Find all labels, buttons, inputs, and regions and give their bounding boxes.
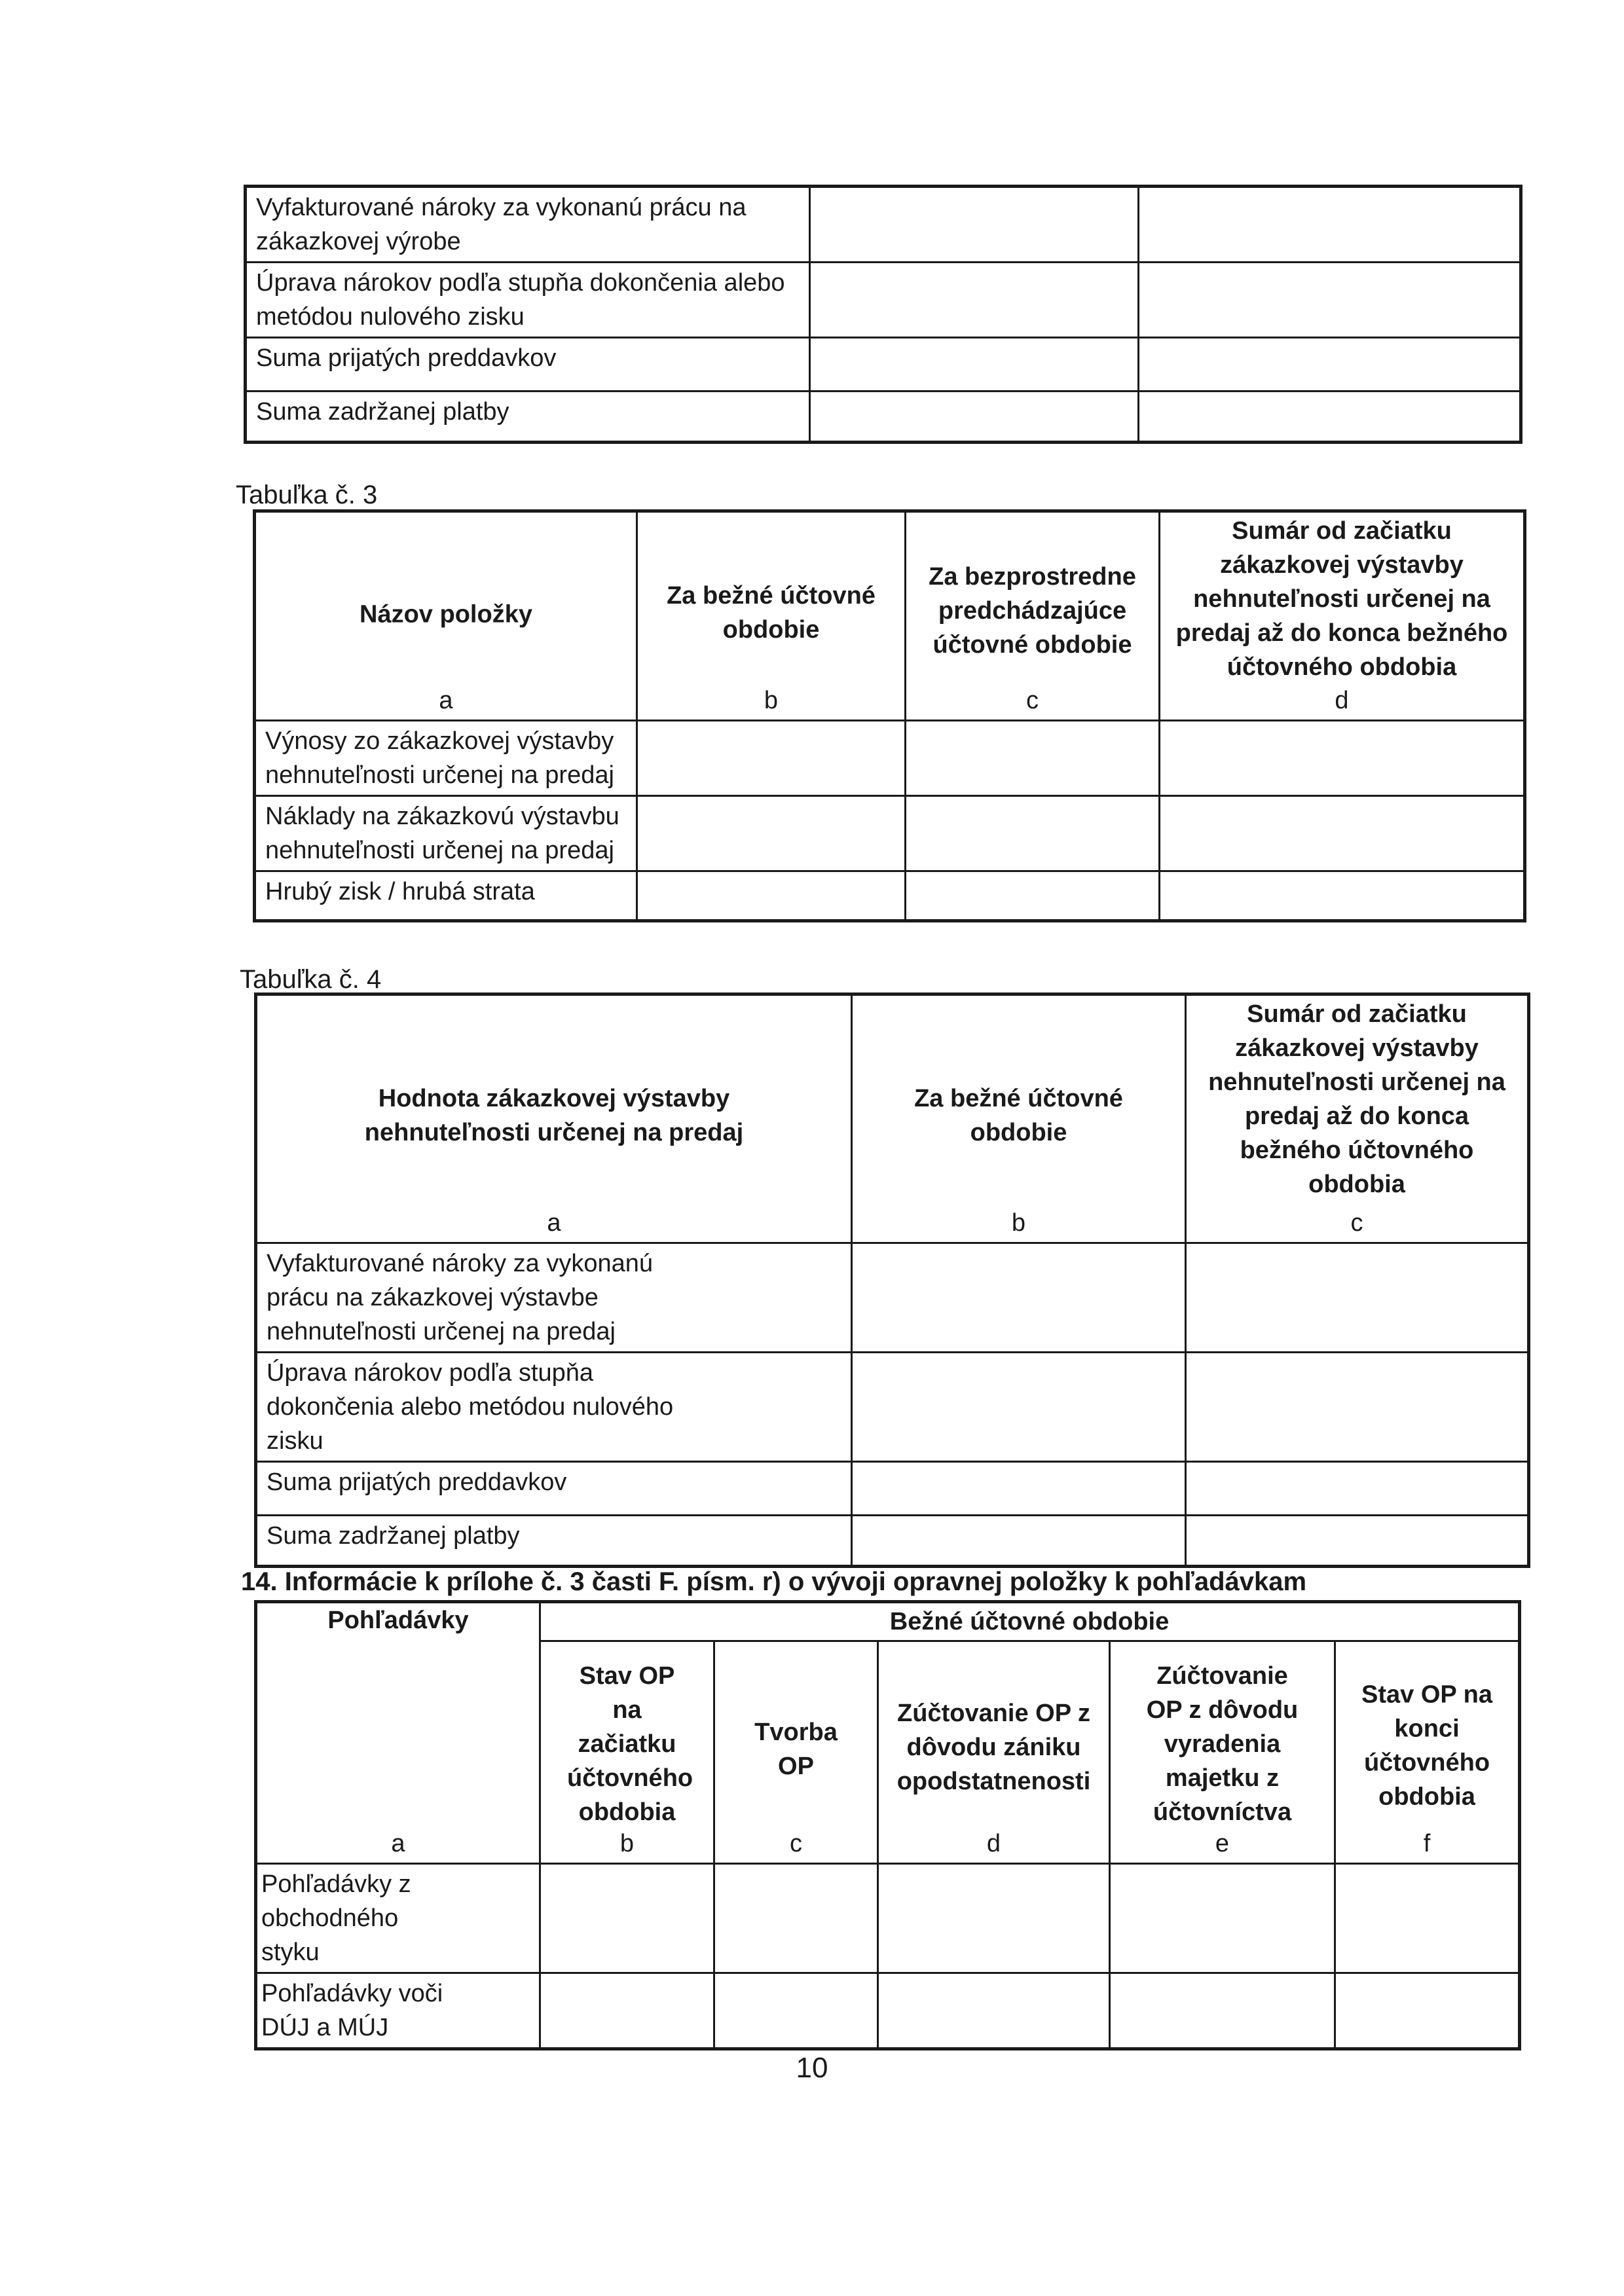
section14-header-a: Pohľadávky a — [256, 1602, 540, 1864]
table3-header-b: Za bežné účtovné obdobie b — [637, 511, 906, 721]
column-letter: a — [391, 1830, 405, 1857]
column-letter: d — [986, 1830, 1001, 1857]
table3-header-d: Sumár od začiatku zákazkovej výstavby nehnuteľnosti určenej na predaj až do konca bežného účtovného obdobia d — [1160, 511, 1525, 721]
table3-cell[interactable] — [637, 721, 906, 796]
table3-cell[interactable] — [1160, 721, 1525, 796]
table4 — [254, 993, 1527, 1568]
section14-header-c: Tvorba OP c — [714, 1641, 878, 1864]
section14-header-d: Zúčtovanie OP z dôvodu zániku opodstatnenosti d — [878, 1641, 1110, 1864]
table-top-cell[interactable] — [810, 263, 1139, 338]
column-letter: c — [1350, 1209, 1363, 1237]
table3-cell[interactable] — [906, 796, 1160, 871]
section14-cell[interactable] — [1110, 1973, 1335, 2049]
column-letter: b — [764, 687, 779, 714]
section14-row-label: Pohľadávky voči DÚJ a MÚJ — [256, 1973, 540, 2049]
column-letter: d — [1335, 687, 1349, 714]
table4-row-label: Suma zadržanej platby — [256, 1516, 852, 1567]
section14-header-e: Zúčtovanie OP z dôvodu vyradenia majetku z účtovníctva e — [1110, 1641, 1335, 1864]
table3-row-label: Hrubý zisk / hrubá strata — [255, 871, 637, 921]
table4-cell[interactable] — [852, 1462, 1186, 1516]
table-top-cell[interactable] — [1139, 392, 1521, 443]
section14-row-label: Pohľadávky z obchodného styku — [256, 1864, 540, 1973]
table-top-cell[interactable] — [1139, 187, 1521, 263]
table3-cell[interactable] — [1160, 796, 1525, 871]
table-top-row-label: Vyfakturované nároky za vykonanú prácu na zákazkovej výrobe — [246, 187, 810, 263]
table4-row-label: Vyfakturované nároky za vykonanú prácu na zákazkovej výstavbe nehnuteľnosti určenej na predaj — [256, 1243, 852, 1353]
column-letter: b — [1011, 1209, 1026, 1237]
section14-cell[interactable] — [714, 1864, 878, 1973]
section14-group-header: Bežné účtovné obdobie — [540, 1602, 1520, 1641]
table4-cell[interactable] — [852, 1353, 1186, 1462]
column-letter: b — [619, 1830, 635, 1857]
table3-header-c: Za bezprostredne predchádzajúce účtovné obdobie c — [906, 511, 1160, 721]
table3-caption: Tabuľka č. 3 — [236, 481, 378, 509]
table3-row-label: Výnosy zo zákazkovej výstavby nehnuteľnosti určenej na predaj — [255, 721, 637, 796]
table-top-cell[interactable] — [810, 392, 1139, 443]
section14-cell[interactable] — [1110, 1864, 1335, 1973]
table-top-row-label: Suma zadržanej platby — [246, 392, 810, 443]
column-letter: c — [790, 1830, 802, 1857]
table3 — [253, 509, 1523, 922]
table4-header-a: Hodnota zákazkovej výstavby nehnuteľnosti určenej na predaj a — [256, 994, 852, 1243]
section14-cell[interactable] — [878, 1973, 1110, 2049]
table-section-14 — [254, 1600, 1518, 2050]
section14-cell[interactable] — [878, 1864, 1110, 1973]
table-top-cell[interactable] — [810, 338, 1139, 392]
section14-cell[interactable] — [540, 1864, 714, 1973]
table3-cell[interactable] — [906, 871, 1160, 921]
table4-caption: Tabuľka č. 4 — [240, 965, 382, 994]
table-top-cell[interactable] — [1139, 263, 1521, 338]
section14-cell[interactable] — [714, 1973, 878, 2049]
table-top-row-label: Suma prijatých preddavkov — [246, 338, 810, 392]
table4-row-label: Úprava nárokov podľa stupňa dokončenia alebo metódou nulového zisku — [256, 1353, 852, 1462]
table4-cell[interactable] — [852, 1243, 1186, 1353]
page-number: 10 — [796, 2052, 828, 2084]
section14-cell[interactable] — [540, 1973, 714, 2049]
table4-row-label: Suma prijatých preddavkov — [256, 1462, 852, 1516]
table3-cell[interactable] — [637, 796, 906, 871]
table-top — [244, 185, 1519, 444]
section14-header-b: Stav OP na začiatku účtovného obdobia b — [540, 1641, 714, 1864]
section14-cell[interactable] — [1335, 1864, 1520, 1973]
table-top-cell[interactable] — [1139, 338, 1521, 392]
section14-cell[interactable] — [1335, 1973, 1520, 2049]
column-letter: a — [439, 687, 453, 714]
section-14-title: 14. Informácie k prílohe č. 3 časti F. písm. r) o vývoji opravnej položky k pohľadávkam — [241, 1567, 1307, 1596]
table4-header-b: Za bežné účtovné obdobie b — [852, 994, 1186, 1243]
table4-cell[interactable] — [1186, 1462, 1529, 1516]
table4-header-c: Sumár od začiatku zákazkovej výstavby nehnuteľnosti určenej na predaj až do konca bežného účtovného obdobia c — [1186, 994, 1529, 1243]
table3-cell[interactable] — [637, 871, 906, 921]
table4-cell[interactable] — [1186, 1353, 1529, 1462]
section14-header-f: Stav OP na konci účtovného obdobia f — [1335, 1641, 1520, 1864]
column-letter: a — [547, 1209, 561, 1237]
table3-cell[interactable] — [906, 721, 1160, 796]
table3-cell[interactable] — [1160, 871, 1525, 921]
table3-row-label: Náklady na zákazkovú výstavbu nehnuteľnosti určenej na predaj — [255, 796, 637, 871]
table-top-cell[interactable] — [810, 187, 1139, 263]
table-top-row-label: Úprava nárokov podľa stupňa dokončenia alebo metódou nulového zisku — [246, 263, 810, 338]
table4-cell[interactable] — [1186, 1243, 1529, 1353]
column-letter: e — [1215, 1830, 1230, 1857]
column-letter: c — [1026, 687, 1039, 714]
table3-header-a: Názov položky a — [255, 511, 637, 721]
table4-cell[interactable] — [852, 1516, 1186, 1567]
column-letter: f — [1423, 1830, 1431, 1857]
table4-cell[interactable] — [1186, 1516, 1529, 1567]
